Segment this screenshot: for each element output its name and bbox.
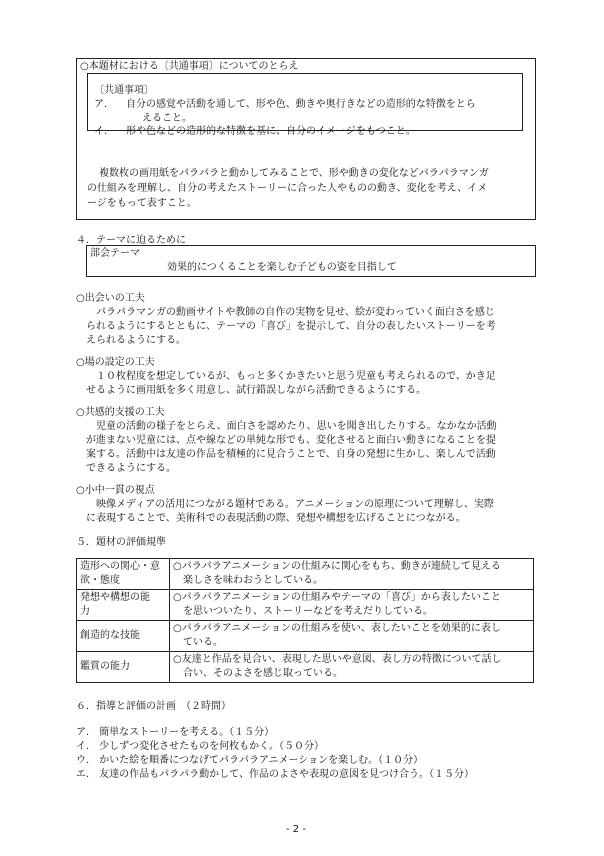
box1-paragraph-line: の仕組みを理解し、自分の考えたストーリーに合った人やものの動き、変化を考え、イメ bbox=[87, 183, 488, 194]
block-title: ○小中一貫の視点 bbox=[76, 485, 155, 496]
item-mark: ア. bbox=[94, 99, 108, 110]
page-number: - 2 - bbox=[286, 824, 306, 835]
block-title: ○場の設定の工夫 bbox=[76, 357, 155, 368]
item-text: 自分の感覚や活動を通して、形や色、動きや奥行きなどの造形的な特徴をとら bbox=[126, 99, 476, 110]
plan-item: イ. 少しずつ変化させたものを何枚もかく。（５０分） bbox=[76, 741, 324, 752]
block-line: パラパラマンガの動画サイトや教師の自作の実物を見せ、絵が変わっていく面白さを感じ bbox=[96, 307, 495, 318]
box1-paragraph-line: ージをもって表すこと。 bbox=[87, 198, 197, 209]
table-body-cell: ○パラパラアニメーションの仕組みやテーマの「喜び」から表したいこと を思いついたり、ストーリーなどを考えだりしている。 bbox=[170, 590, 534, 621]
table-head-cell: 発想や構想の能 力 bbox=[77, 590, 170, 621]
block-line: られるようにするとともに、テーマの「喜び」を提示して、自分の表したいストーリーを考 bbox=[86, 321, 496, 332]
block-line: できるようにする。 bbox=[86, 463, 176, 474]
section6-heading: ６．指導と評価の計画 （２時間） bbox=[76, 701, 231, 712]
block-line: 案する。活動中は友達の作品を積極的に見合うことで、自身の発想に生かし、楽しんで活動 bbox=[86, 449, 496, 460]
plan-item: ア. 簡単なストーリーを考える。（１５分） bbox=[76, 727, 275, 738]
box1-paragraph-line: 複数枚の画用紙をパラパラと動かしてみることで、形や動きの変化などパラパラマンガ bbox=[99, 168, 489, 179]
block-title: ○出会いの工夫 bbox=[76, 293, 145, 304]
inner-label: 〔共通事項〕 bbox=[94, 85, 154, 96]
common-matters-title: ○本題材における〔共通事項〕についてのとらえ bbox=[80, 61, 299, 72]
evaluation-table bbox=[76, 558, 534, 683]
common-matters-inner-box bbox=[87, 73, 523, 131]
item-mark: イ. bbox=[94, 126, 108, 137]
block-title: ○共感的支援の工夫 bbox=[76, 407, 165, 418]
table-body-cell: ○友達と作品を見合い、表現した思いや意図、表し方の特徴について話し 合い、そのよさを感じ取っている。 bbox=[170, 652, 534, 683]
block-line: えられるようにする。 bbox=[86, 335, 186, 346]
section5-heading: ５．題材の評価規準 bbox=[76, 537, 166, 548]
table-head-cell: 創造的な技能 bbox=[77, 621, 170, 652]
plan-item: ウ. かいた絵を順番につなげてパラパラアニメーションを楽しむ。（１０分） bbox=[76, 755, 424, 766]
table-row bbox=[77, 621, 534, 652]
theme-box bbox=[86, 245, 536, 277]
table-body-cell: ○パラパラアニメーションの仕組みに関心をもち、動きが連続して見える 楽しさを味わおうとしている。 bbox=[170, 559, 534, 590]
table-body-cell: ○パラパラアニメーションの仕組みを使い、表したいことを効果的に表し ている。 bbox=[170, 621, 534, 652]
block-line: 児童の活動の様子をとらえ、面白さを認めたり、思いを聞き出したりする。なかなか活動 bbox=[96, 421, 497, 432]
table-row bbox=[77, 590, 534, 621]
plan-item: エ. 友達の作品もパラパラ動かして、作品のよさや表現の意図を見つけ合う。（１５分） bbox=[76, 769, 474, 780]
item-text-cont: えること。 bbox=[142, 113, 192, 124]
table-head-cell: 造形への関心・意 欲・態度 bbox=[77, 559, 170, 590]
section4-heading: ４．テーマに迫るために bbox=[76, 235, 186, 246]
block-line: せるように画用紙を多く用意し、試行錯誤しながら活動できるようにする。 bbox=[86, 385, 426, 396]
common-matters-box bbox=[76, 58, 536, 220]
block-line: 映像メディアの活用につながる題材である。アニメーションの原理について理解し、実際 bbox=[96, 499, 494, 510]
block-line: に表現することで、美術科での表現活動の際、発想や構想を広げることにつながる。 bbox=[86, 513, 466, 524]
block-line: が進まない児童には、点や線などの単純な形でも、変化させると面白い動きになることを提 bbox=[86, 435, 496, 446]
theme-label: 部会テーマ bbox=[90, 248, 140, 259]
block-line: １０枚程度を想定しているが、もっと多くかきたいと思う児童も考えられるので、かき足 bbox=[96, 371, 496, 382]
theme-text: 効果的につくることを楽しむ子どもの姿を目指して bbox=[167, 262, 397, 273]
table-row bbox=[77, 652, 534, 683]
item-text: 形や色などの造形的な特徴を基に、自分のイメージをもつこと。 bbox=[126, 126, 416, 137]
table-row bbox=[77, 559, 534, 590]
table-head-cell: 鑑賞の能力 bbox=[77, 652, 170, 683]
